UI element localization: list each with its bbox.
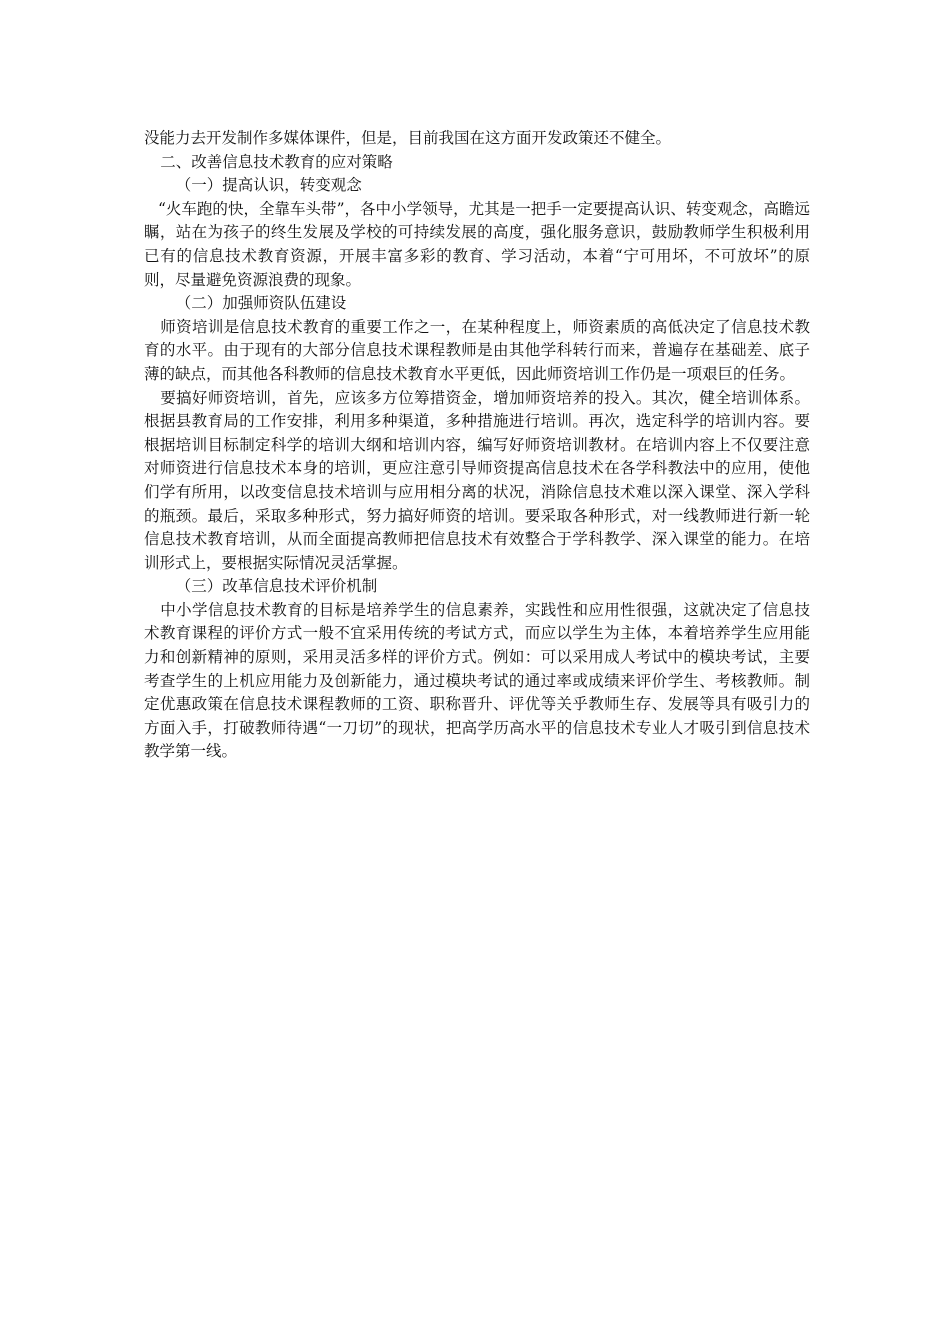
paragraph-continuation: 没能力去开发制作多媒体课件，但是，目前我国在这方面开发政策还不健全。: [144, 129, 672, 147]
subheading-awareness: （一）提高认识，转变观念: [175, 176, 362, 195]
subheading-evaluation: （三）改革信息技术评价机制: [175, 577, 378, 596]
paragraph-teacher-training: 师资培训是信息技术教育的重要工作之一，在某种程度上，师资素质的高低决定了信息技术教育的水平。由于现有的大部分信息技术课程教师是由其他学科转行而来，普遍存在基础差、底子薄的缺点，而其他各科教师的信息技术教育水平更低，因此师资培训工作仍是一项艰巨的任务。: [144, 317, 810, 383]
section-heading-strategies: 二、改善信息技术教育的应对策略: [160, 152, 393, 171]
document-body: [144, 127, 810, 764]
subheading-teacher-team: （二）加强师资队伍建设: [175, 294, 347, 313]
paragraph-awareness: “火车跑的快，全靠车头带”，各中小学领导，尤其是一把手一定要提高认识、转变观念，高瞻远瞩，站在为孩子的终生发展及学校的可持续发展的高度，强化服务意识，鼓励教师学生积极利用已有的信息技术教育资源，开展丰富多彩的教育、学习活动，本着“宁可用坏，不可放坏”的原则，尽量避免资源浪费的现象。: [144, 199, 810, 289]
paragraph-evaluation: 中小学信息技术教育的目标是培养学生的信息素养，实践性和应用性很强，这就决定了信息技术教育课程的评价方式一般不宜采用传统的考试方式，而应以学生为主体，本着培养学生应用能力和创新精神的原则，采用灵活多样的评价方式。例如：可以采用成人考试中的模块考试，主要考查学生的上机应用能力及创新能力，通过模块考试的通过率或成绩来评价学生、考核教师。制定优惠政策在信息技术课程教师的工资、职称晋升、评优等关乎教师生存、发展等具有吸引力的方面入手，打破教师待遇“一刀切”的现状，把高学历高水平的信息技术专业人才吸引到信息技术教学第一线。: [144, 600, 810, 761]
paragraph-training-methods: 要搞好师资培训，首先，应该多方位筹措资金，增加师资培养的投入。其次，健全培训体系。根据县教育局的工作安排，利用多种渠道，多种措施进行培训。再次，选定科学的培训内容。要根据培训目标制定科学的培训大纲和培训内容，编写好师资培训教材。在培训内容上不仅要注意对师资进行信息技术本身的培训，更应注意引导师资提高信息技术在各学科教法中的应用，使他们学有所用，以改变信息技术培训与应用相分离的状况，消除信息技术难以深入课堂、深入学科的瓶颈。最后，采取多种形式，努力搞好师资的培训。要采取各种形式，对一线教师进行新一轮信息技术教育培训，从而全面提高教师把信息技术有效整合于学科教学、深入课堂的能力。在培训形式上，要根据实际情况灵活掌握。: [144, 388, 810, 572]
